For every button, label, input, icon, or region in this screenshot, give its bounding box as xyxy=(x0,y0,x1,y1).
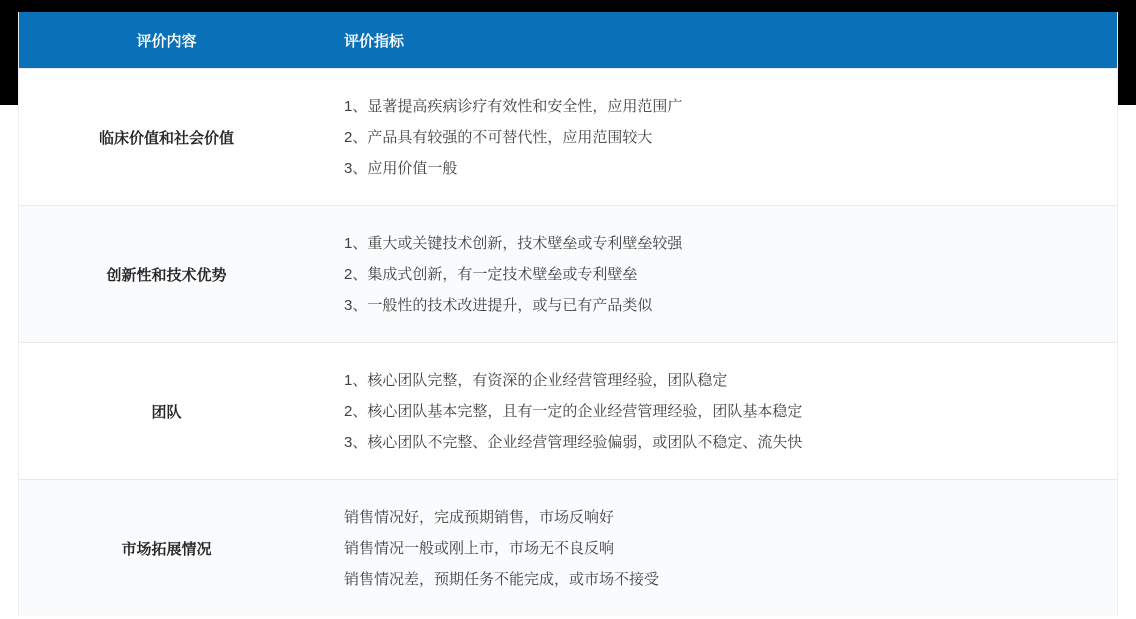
indicator-line: 销售情况好，完成预期销售，市场反响好 xyxy=(344,508,615,526)
indicator-line: 2、产品具有较强的不可替代性，应用范围较大 xyxy=(344,128,653,146)
page-right-black-edge xyxy=(1118,12,1136,105)
row-indicators xyxy=(314,343,1117,479)
row-indicators xyxy=(314,69,1117,205)
indicator-line: 销售情况差，预期任务不能完成，或市场不接受 xyxy=(344,570,660,588)
table-header-row xyxy=(19,12,1117,68)
table-row xyxy=(19,205,1117,342)
row-label: 创新性和技术优势 xyxy=(106,266,227,284)
indicator-line: 2、核心团队基本完整，且有一定的企业经营管理经验，团队基本稳定 xyxy=(344,402,803,420)
header-cell-indicator: 评价指标 xyxy=(344,32,405,50)
evaluation-table xyxy=(18,12,1118,616)
row-label: 市场拓展情况 xyxy=(121,540,212,558)
row-label: 团队 xyxy=(151,403,182,421)
page-top-black-bar xyxy=(0,0,1136,12)
table-row xyxy=(19,68,1117,205)
header-cell-content: 评价内容 xyxy=(136,32,197,50)
row-indicators xyxy=(314,480,1117,616)
row-label: 临床价值和社会价值 xyxy=(98,129,234,147)
indicator-line: 3、应用价值一般 xyxy=(344,159,458,177)
indicator-line: 1、重大或关键技术创新，技术壁垒或专利壁垒较强 xyxy=(344,234,683,252)
table-row xyxy=(19,342,1117,479)
table-row xyxy=(19,479,1117,616)
indicator-line: 1、核心团队完整，有资深的企业经营管理经验，团队稳定 xyxy=(344,371,728,389)
indicator-line: 1、显著提高疾病诊疗有效性和安全性，应用范围广 xyxy=(344,97,683,115)
indicator-line: 3、核心团队不完整、企业经营管理经验偏弱，或团队不稳定、流失快 xyxy=(344,433,803,451)
indicator-line: 3、一般性的技术改进提升，或与已有产品类似 xyxy=(344,296,653,314)
indicator-line: 2、集成式创新，有一定技术壁垒或专利壁垒 xyxy=(344,265,638,283)
indicator-line: 销售情况一般或刚上市，市场无不良反响 xyxy=(344,539,615,557)
page-left-black-edge xyxy=(0,12,18,105)
row-indicators xyxy=(314,206,1117,342)
